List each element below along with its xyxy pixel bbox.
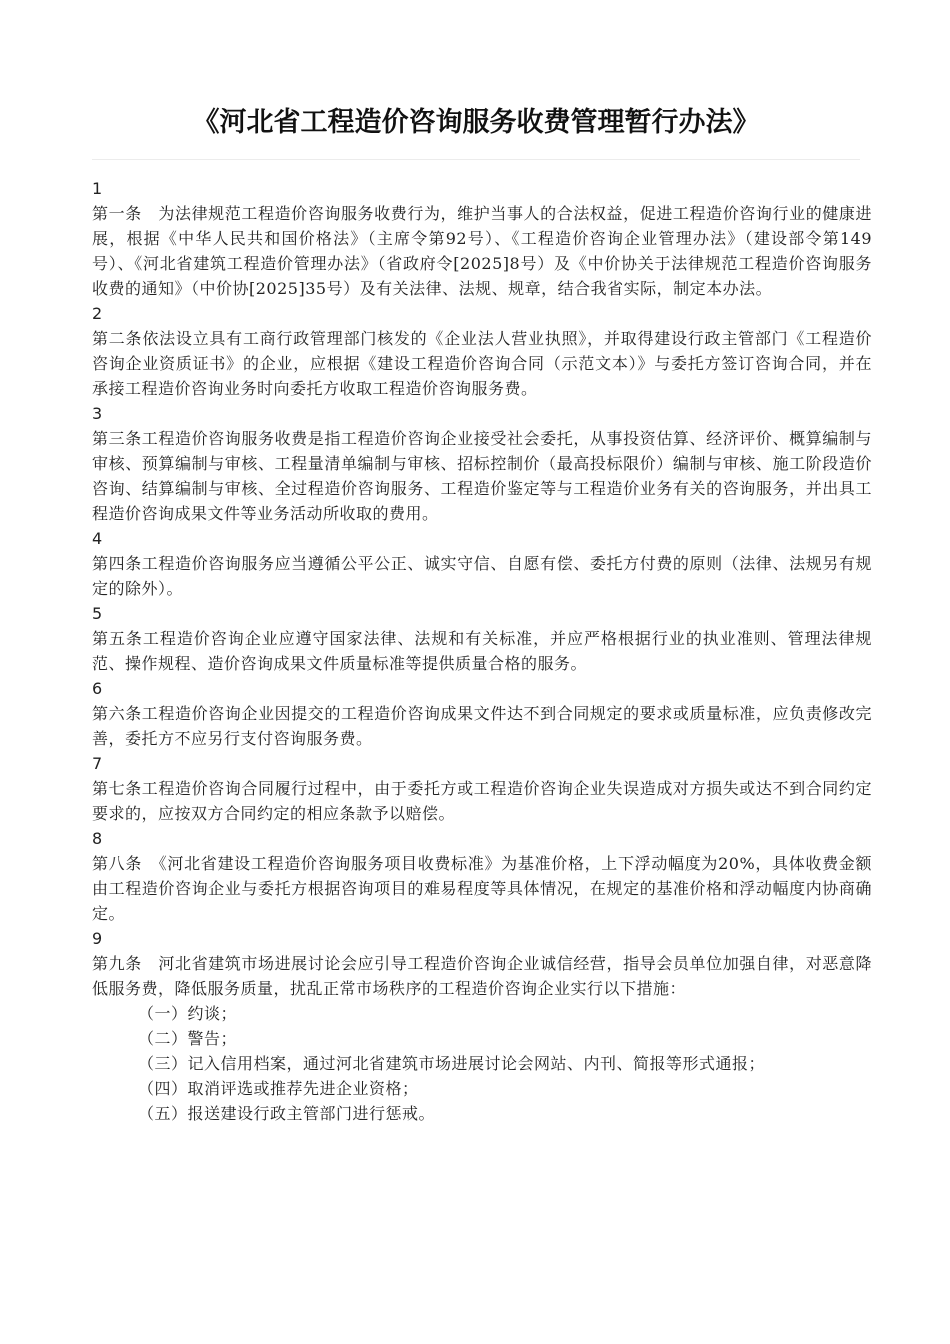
article-text: 第八条 《河北省建设工程造价咨询服务项目收费标准》为基准价格，上下浮动幅度为20%，具体收费金额由工程造价咨询企业与委托方根据咨询项目的难易程度等具体情况，在规定的基准价格和浮动幅度内协商确定。 (92, 854, 872, 923)
article-text: 第九条 河北省建筑市场进展讨论会应引导工程造价咨询企业诚信经营，指导会员单位加强自律，对恶意降低服务费，降低服务质量，扰乱正常市场秩序的工程造价咨询企业实行以下措施： (92, 954, 872, 998)
article-number: 1 (92, 179, 103, 198)
article-number: 3 (92, 404, 103, 423)
article-2 (92, 301, 872, 401)
article-9 (92, 926, 872, 1126)
list-item: （五）报送建设行政主管部门进行惩戒。 (138, 1104, 436, 1123)
article-number: 2 (92, 304, 103, 323)
article-3 (92, 401, 872, 526)
article-text: 第四条工程造价咨询服务应当遵循公平公正、诚实守信、自愿有偿、委托方付费的原则（法律、法规另有规定的除外）。 (92, 554, 872, 598)
article-text: 第五条工程造价咨询企业应遵守国家法律、法规和有关标准，并应严格根据行业的执业准则、管理法律规范、操作规程、造价咨询成果文件质量标准等提供质量合格的服务。 (92, 629, 872, 673)
measures-list (92, 1001, 872, 1126)
article-text: 第六条工程造价咨询企业因提交的工程造价咨询成果文件达不到合同规定的要求或质量标准，应负责修改完善，委托方不应另行支付咨询服务费。 (92, 704, 872, 748)
document-body (92, 176, 872, 1126)
article-text: 第三条工程造价咨询服务收费是指工程造价咨询企业接受社会委托，从事投资估算、经济评价、概算编制与审核、预算编制与审核、工程量清单编制与审核、招标控制价（最高投标限价）编制与审核、施工阶段造价咨询、结算编制与审核、全过程造价咨询服务、工程造价鉴定等与工程造价业务有关的咨询服务，并出具工程造价咨询成果文件等业务活动所收取的费用。 (92, 429, 872, 523)
list-item: （一）约谈； (138, 1004, 238, 1023)
article-number: 5 (92, 604, 103, 623)
article-1 (92, 176, 872, 301)
article-number: 8 (92, 829, 103, 848)
article-7 (92, 751, 872, 826)
list-item: （四）取消评选或推荐先进企业资格； (138, 1079, 419, 1098)
article-number: 9 (92, 929, 103, 948)
article-5 (92, 601, 872, 676)
article-text: 第七条工程造价咨询合同履行过程中，由于委托方或工程造价咨询企业失误造成对方损失或达不到合同约定要求的，应按双方合同约定的相应条款予以赔偿。 (92, 779, 872, 823)
article-8 (92, 826, 872, 926)
document-title: 《河北省工程造价咨询服务收费管理暂行办法》 (192, 107, 760, 138)
article-number: 6 (92, 679, 103, 698)
list-item: （三）记入信用档案，通过河北省建筑市场进展讨论会网站、内刊、简报等形式通报； (138, 1054, 766, 1073)
title-divider (92, 159, 860, 160)
article-number: 7 (92, 754, 103, 773)
article-4 (92, 526, 872, 601)
article-text: 第一条 为法律规范工程造价咨询服务收费行为，维护当事人的合法权益，促进工程造价咨询行业的健康进展，根据《中华人民共和国价格法》（主席令第92号）、《工程造价咨询企业管理办法》（建设部令第149号）、《河北省建筑工程造价管理办法》（省政府令[2025]8号）及《中价协关于法律规范工程造价咨询服务收费的通知》（中价协[2025]35号）及有关法律、法规、规章，结合我省实际，制定本办法。 (92, 204, 872, 298)
article-number: 4 (92, 529, 103, 548)
list-item: （二）警告； (138, 1029, 238, 1048)
article-text: 第二条依法设立具有工商行政管理部门核发的《企业法人营业执照》，并取得建设行政主管部门《工程造价咨询企业资质证书》的企业，应根据《建设工程造价咨询合同（示范文本）》与委托方签订咨询合同，并在承接工程造价咨询业务时向委托方收取工程造价咨询服务费。 (92, 329, 872, 398)
article-6 (92, 676, 872, 751)
